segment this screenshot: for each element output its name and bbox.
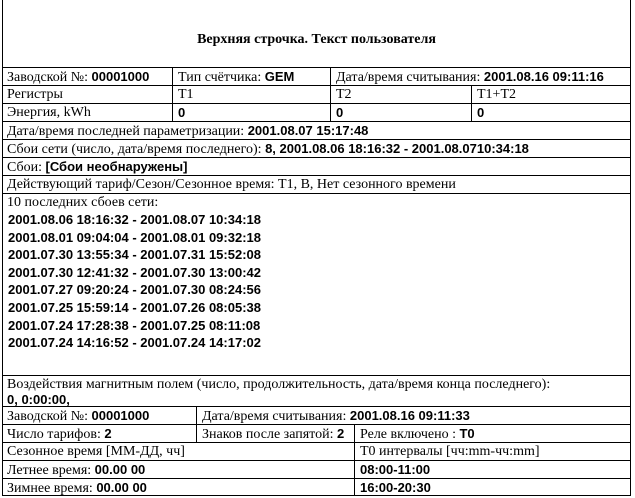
- serial-cell: [2, 68, 172, 85]
- winter-interval: 16:00-20:30: [354, 479, 631, 496]
- failure-item: 2001.07.30 12:41:32 - 2001.07.30 13:00:42: [8, 264, 261, 280]
- registers-row: [2, 85, 631, 103]
- tariffs-count-label: Число тарифов:: [7, 427, 101, 442]
- tariffs-count-value: 2: [104, 426, 112, 441]
- summer-label: Летнее время:: [7, 463, 92, 478]
- failure-item: 2001.07.30 13:55:34 - 2001.07.31 15:52:08: [8, 247, 261, 263]
- last-failures-label: 10 последних сбоев сети:: [7, 195, 159, 210]
- failure-item: 2001.07.24 17:28:38 - 2001.07.25 08:11:08: [8, 317, 261, 333]
- magnetic-field-label: Воздействия магнитным полем (число, продолжительность, дата/время конца последнего):: [7, 377, 551, 392]
- register-t1-header: T1: [172, 86, 330, 103]
- t0-intervals-label: T0 интервалы [чч:mm-чч:mm]: [354, 443, 631, 460]
- summer-interval: 08:00-11:00: [354, 461, 631, 478]
- serial-label: Заводской №:: [7, 70, 89, 85]
- parametrization-label: Дата/время последней параметризации:: [7, 124, 245, 139]
- season-label: Сезонное время [ММ-ДД, чч]: [7, 444, 185, 459]
- energy-t12-value: 0: [471, 104, 631, 121]
- winter-value: 00.00 00: [96, 480, 147, 495]
- register-t2-header: T2: [330, 86, 471, 103]
- read-time-cell: [330, 68, 631, 85]
- bottom-read-time-label: Дата/время считывания:: [202, 409, 347, 424]
- decimal-digits-label: Знаков после запятой:: [202, 427, 334, 442]
- failures-row: [2, 157, 631, 175]
- failures-label: Сбои:: [7, 160, 43, 175]
- register-t12-header: T1+T2: [471, 86, 631, 103]
- meter-type-cell: [172, 68, 330, 85]
- registers-label: Регистры: [7, 87, 63, 102]
- meter-type-value: GEM: [264, 69, 295, 84]
- failure-item: 2001.07.27 09:20:24 - 2001.07.30 08:24:56: [8, 282, 261, 298]
- failure-item: 2001.07.24 14:16:52 - 2001.07.24 14:17:02: [8, 335, 261, 351]
- failure-item: 2001.08.01 09:04:04 - 2001.08.01 09:32:18: [8, 229, 261, 245]
- relay-label: Реле включено :: [360, 427, 456, 442]
- summer-value: 00.00 00: [94, 462, 146, 477]
- bottom-info-row: [2, 406, 631, 424]
- failure-list: [8, 211, 261, 352]
- read-time-label: Дата/время считывания:: [336, 70, 481, 85]
- serial-value: 00001000: [91, 69, 150, 84]
- parametrization-row: [2, 121, 631, 139]
- magnetic-field-value: 0, 0:00:00,: [7, 392, 70, 407]
- failure-item: 2001.07.25 15:59:14 - 2001.07.26 08:05:38: [8, 299, 261, 315]
- tariff-row: [2, 175, 631, 193]
- network-failures-value: 8, 2001.08.06 18:16:32 - 2001.08.0710:34:18: [265, 141, 529, 156]
- network-failures-row: [2, 139, 631, 157]
- meter-type-label: Тип счётчика:: [178, 70, 262, 85]
- relay-value: T0: [459, 426, 475, 441]
- meter-info-row: [2, 67, 631, 85]
- summer-row: [2, 460, 631, 478]
- bottom-serial-value: 00001000: [91, 408, 150, 423]
- report-title: Верхняя строчка. Текст пользователя: [197, 32, 436, 47]
- energy-t1-value: 0: [172, 104, 330, 121]
- energy-row: [2, 103, 631, 121]
- magnetic-field-block: [2, 375, 631, 406]
- season-header-row: [2, 442, 631, 460]
- energy-t2-value: 0: [330, 104, 471, 121]
- parametrization-value: 2001.08.07 15:17:48: [247, 123, 369, 138]
- winter-row: [2, 478, 631, 496]
- winter-label: Зимнее время:: [7, 481, 93, 496]
- energy-label: Энергия, kWh: [7, 105, 91, 120]
- settings-row: [2, 424, 631, 442]
- decimal-digits-value: 2: [336, 426, 345, 441]
- bottom-serial-label: Заводской №:: [7, 409, 89, 424]
- failure-item: 2001.08.06 18:16:32 - 2001.08.07 10:34:18: [8, 212, 261, 227]
- tariff-text: Действующий тариф/Сезон/Сезонное время: T1, B, Нет сезонного времени: [7, 177, 456, 192]
- failures-value: [Сбои необнаружены]: [45, 159, 188, 174]
- bottom-read-time-value: 2001.08.16 09:11:33: [349, 408, 470, 423]
- network-failures-label: Сбои сети (число, дата/время последнего):: [7, 142, 262, 157]
- read-time-value: 2001.08.16 09:11:16: [483, 69, 604, 84]
